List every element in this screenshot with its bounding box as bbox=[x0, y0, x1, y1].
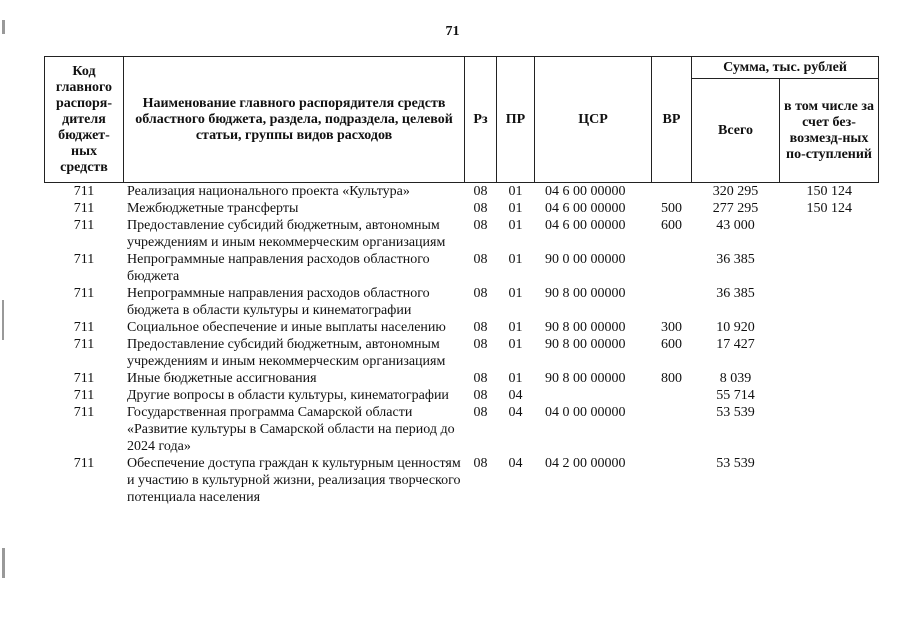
row-total: 53 539 bbox=[716, 456, 755, 471]
header-incl: в том числе за счет без-возмезд-ных по-ступлений bbox=[780, 79, 879, 183]
row-csr: 90 8 00 00000 bbox=[545, 371, 626, 386]
row-csr: 04 6 00 00000 bbox=[545, 218, 626, 233]
row-rz: 08 bbox=[473, 371, 488, 386]
row-vr bbox=[652, 251, 692, 285]
row-pr: 04 bbox=[508, 388, 523, 403]
row-name: Предоставление субсидий бюджетным, автономным учреждениям и иным некоммерческим организациям bbox=[127, 218, 446, 250]
row-total: 8 039 bbox=[719, 371, 752, 386]
row-code: 711 bbox=[73, 201, 95, 216]
row-pr: 01 bbox=[508, 286, 523, 301]
table-body bbox=[45, 183, 879, 509]
header-total: Всего bbox=[692, 79, 780, 183]
row-csr: 90 0 00 00000 bbox=[545, 252, 626, 267]
row-rz: 08 bbox=[473, 184, 488, 199]
row-rz: 08 bbox=[473, 201, 488, 216]
table-row bbox=[45, 183, 879, 201]
row-total: 36 385 bbox=[716, 252, 755, 267]
row-rz: 08 bbox=[473, 337, 488, 352]
row-name: Социальное обеспечение и иные выплаты населению bbox=[127, 320, 446, 335]
table-row bbox=[45, 251, 879, 285]
row-vr: 500 bbox=[661, 201, 682, 216]
scan-artifact bbox=[2, 300, 4, 340]
row-name: Межбюджетные трансферты bbox=[127, 201, 299, 216]
row-pr: 01 bbox=[508, 218, 523, 233]
row-name: Государственная программа Самарской области «Развитие культуры в Самарской области на период до 2024 года» bbox=[127, 405, 455, 454]
row-incl bbox=[780, 370, 879, 387]
row-incl bbox=[780, 285, 879, 319]
row-total: 43 000 bbox=[716, 218, 755, 233]
row-code: 711 bbox=[73, 371, 95, 386]
table-row bbox=[45, 455, 879, 508]
row-rz: 08 bbox=[473, 405, 488, 420]
row-total: 55 714 bbox=[716, 388, 755, 403]
row-pr: 01 bbox=[508, 201, 523, 216]
row-code: 711 bbox=[73, 388, 95, 403]
row-name: Другие вопросы в области культуры, кинематографии bbox=[127, 388, 449, 403]
row-incl bbox=[780, 404, 879, 455]
row-code: 711 bbox=[73, 218, 95, 233]
row-incl bbox=[780, 251, 879, 285]
table-row bbox=[45, 370, 879, 387]
header-pr: ПР bbox=[497, 57, 535, 183]
row-rz: 08 bbox=[473, 286, 488, 301]
row-csr: 04 2 00 00000 bbox=[545, 456, 626, 471]
row-name: Обеспечение доступа граждан к культурным ценностям и участию в культурной жизни, реализация творческого потенциала населения bbox=[127, 456, 461, 505]
row-csr: 04 0 00 00000 bbox=[545, 405, 626, 420]
table-row bbox=[45, 285, 879, 319]
budget-table bbox=[44, 56, 879, 508]
row-csr: 04 6 00 00000 bbox=[545, 184, 626, 199]
scan-artifact bbox=[2, 20, 5, 34]
row-code: 711 bbox=[73, 320, 95, 335]
row-vr: 600 bbox=[661, 218, 682, 233]
page-number: 71 bbox=[445, 24, 460, 39]
row-rz: 08 bbox=[473, 320, 488, 335]
table-row bbox=[45, 200, 879, 217]
row-vr bbox=[652, 183, 692, 201]
row-name: Иные бюджетные ассигнования bbox=[127, 371, 317, 386]
row-total: 36 385 bbox=[716, 286, 755, 301]
row-total: 17 427 bbox=[716, 337, 755, 352]
row-rz: 08 bbox=[473, 388, 488, 403]
row-csr: 90 8 00 00000 bbox=[545, 320, 626, 335]
row-name: Непрограммные направления расходов областного бюджета в области культуры и кинематографии bbox=[127, 286, 430, 318]
row-vr: 600 bbox=[661, 337, 682, 352]
row-pr: 01 bbox=[508, 252, 523, 267]
row-incl bbox=[780, 455, 879, 508]
row-rz: 08 bbox=[473, 456, 488, 471]
row-vr bbox=[652, 285, 692, 319]
table-header bbox=[45, 57, 879, 183]
header-sum: Сумма, тыс. рублей bbox=[692, 57, 879, 79]
table-row bbox=[45, 387, 879, 404]
row-pr: 04 bbox=[508, 456, 523, 471]
row-total: 277 295 bbox=[712, 201, 759, 216]
row-code: 711 bbox=[73, 252, 95, 267]
row-vr bbox=[652, 455, 692, 508]
row-total: 53 539 bbox=[716, 405, 755, 420]
row-pr: 01 bbox=[508, 371, 523, 386]
row-name: Непрограммные направления расходов областного бюджета bbox=[127, 252, 430, 284]
row-csr: 90 8 00 00000 bbox=[545, 337, 626, 352]
table-row bbox=[45, 217, 879, 251]
header-code: Код главного распоря-дителя бюджет-ных средств bbox=[45, 57, 124, 183]
table-row bbox=[45, 336, 879, 370]
row-pr: 04 bbox=[508, 405, 523, 420]
row-incl: 150 124 bbox=[806, 184, 852, 199]
row-name: Реализация национального проекта «Культура» bbox=[127, 184, 410, 199]
row-vr: 800 bbox=[661, 371, 682, 386]
budget-table-frame bbox=[44, 56, 878, 508]
row-vr bbox=[652, 387, 692, 404]
row-vr bbox=[652, 404, 692, 455]
row-total: 320 295 bbox=[712, 184, 759, 199]
row-pr: 01 bbox=[508, 337, 523, 352]
row-incl bbox=[780, 319, 879, 336]
header-rz: Рз bbox=[465, 57, 497, 183]
scan-artifact bbox=[2, 548, 5, 578]
row-csr: 90 8 00 00000 bbox=[545, 286, 626, 301]
row-code: 711 bbox=[73, 286, 95, 301]
row-rz: 08 bbox=[473, 252, 488, 267]
header-csr: ЦСР bbox=[535, 57, 652, 183]
header-name: Наименование главного распорядителя средств областного бюджета, раздела, подраздела, целевой статьи, группы видов расходов bbox=[124, 57, 465, 183]
row-total: 10 920 bbox=[716, 320, 755, 335]
row-code: 711 bbox=[73, 405, 95, 420]
row-code: 711 bbox=[73, 184, 95, 199]
row-code: 711 bbox=[73, 337, 95, 352]
row-rz: 08 bbox=[473, 218, 488, 233]
row-incl bbox=[780, 217, 879, 251]
row-pr: 01 bbox=[508, 184, 523, 199]
row-incl bbox=[780, 387, 879, 404]
row-pr: 01 bbox=[508, 320, 523, 335]
row-incl: 150 124 bbox=[806, 201, 852, 216]
row-incl bbox=[780, 336, 879, 370]
table-row bbox=[45, 319, 879, 336]
row-name: Предоставление субсидий бюджетным, автономным учреждениям и иным некоммерческим организациям bbox=[127, 337, 446, 369]
row-csr: 04 6 00 00000 bbox=[545, 201, 626, 216]
row-code: 711 bbox=[73, 456, 95, 471]
row-vr: 300 bbox=[661, 320, 682, 335]
header-vr: ВР bbox=[652, 57, 692, 183]
table-row bbox=[45, 404, 879, 455]
row-csr bbox=[535, 387, 652, 404]
